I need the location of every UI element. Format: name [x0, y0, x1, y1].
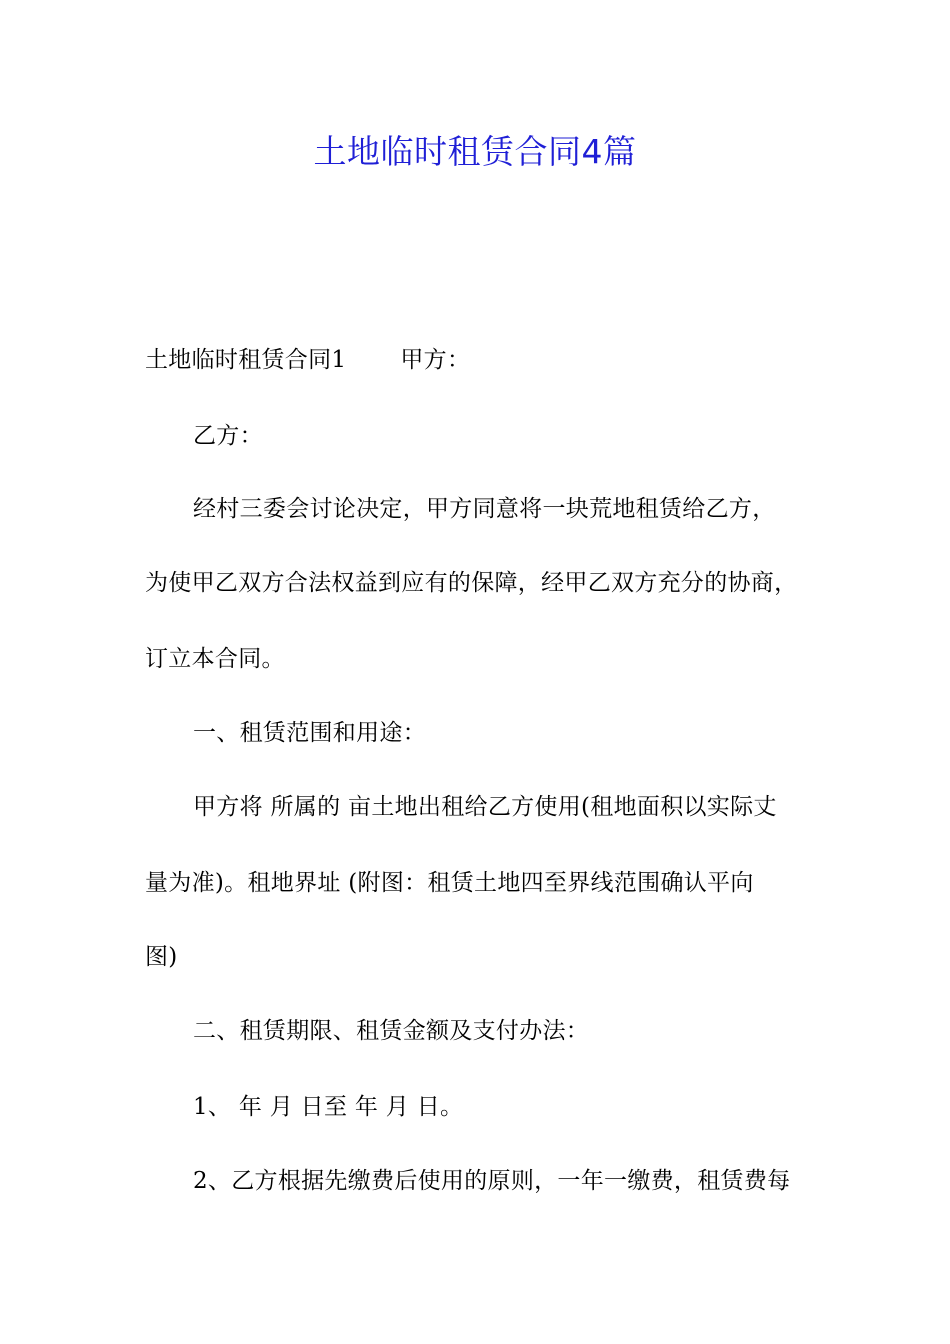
section-heading: 一、租赁范围和用途：: [193, 720, 426, 746]
paragraph-line: 1、 年 月 日至 年 月 日。: [193, 1094, 464, 1120]
paragraph-line: 图): [145, 944, 178, 970]
paragraph-line: 经村三委会讨论决定，甲方同意将一块荒地租赁给乙方，: [193, 496, 776, 522]
paragraph-line: 为使甲乙双方合法权益到应有的保障，经甲乙双方充分的协商，: [145, 570, 798, 596]
contract-heading-line: [145, 343, 835, 377]
paragraph-line: 量为准)。租地界址 (附图：租赁土地四至界线范围确认平向: [145, 870, 754, 896]
party-b-label: 乙方：: [193, 423, 263, 449]
paragraph-line: 甲方将 所属的 亩土地出租给乙方使用(租地面积以实际丈: [193, 794, 777, 820]
document-title: 土地临时租赁合同4篇: [313, 132, 637, 171]
paragraph-line: 订立本合同。: [145, 646, 285, 672]
section-heading: 二、租赁期限、租赁金额及支付办法：: [193, 1018, 590, 1044]
party-a-label: 甲方：: [400, 347, 471, 373]
contract-heading: 土地临时租赁合同1: [145, 347, 347, 373]
paragraph-line: 2、乙方根据先缴费后使用的原则，一年一缴费，租赁费每: [193, 1168, 791, 1194]
